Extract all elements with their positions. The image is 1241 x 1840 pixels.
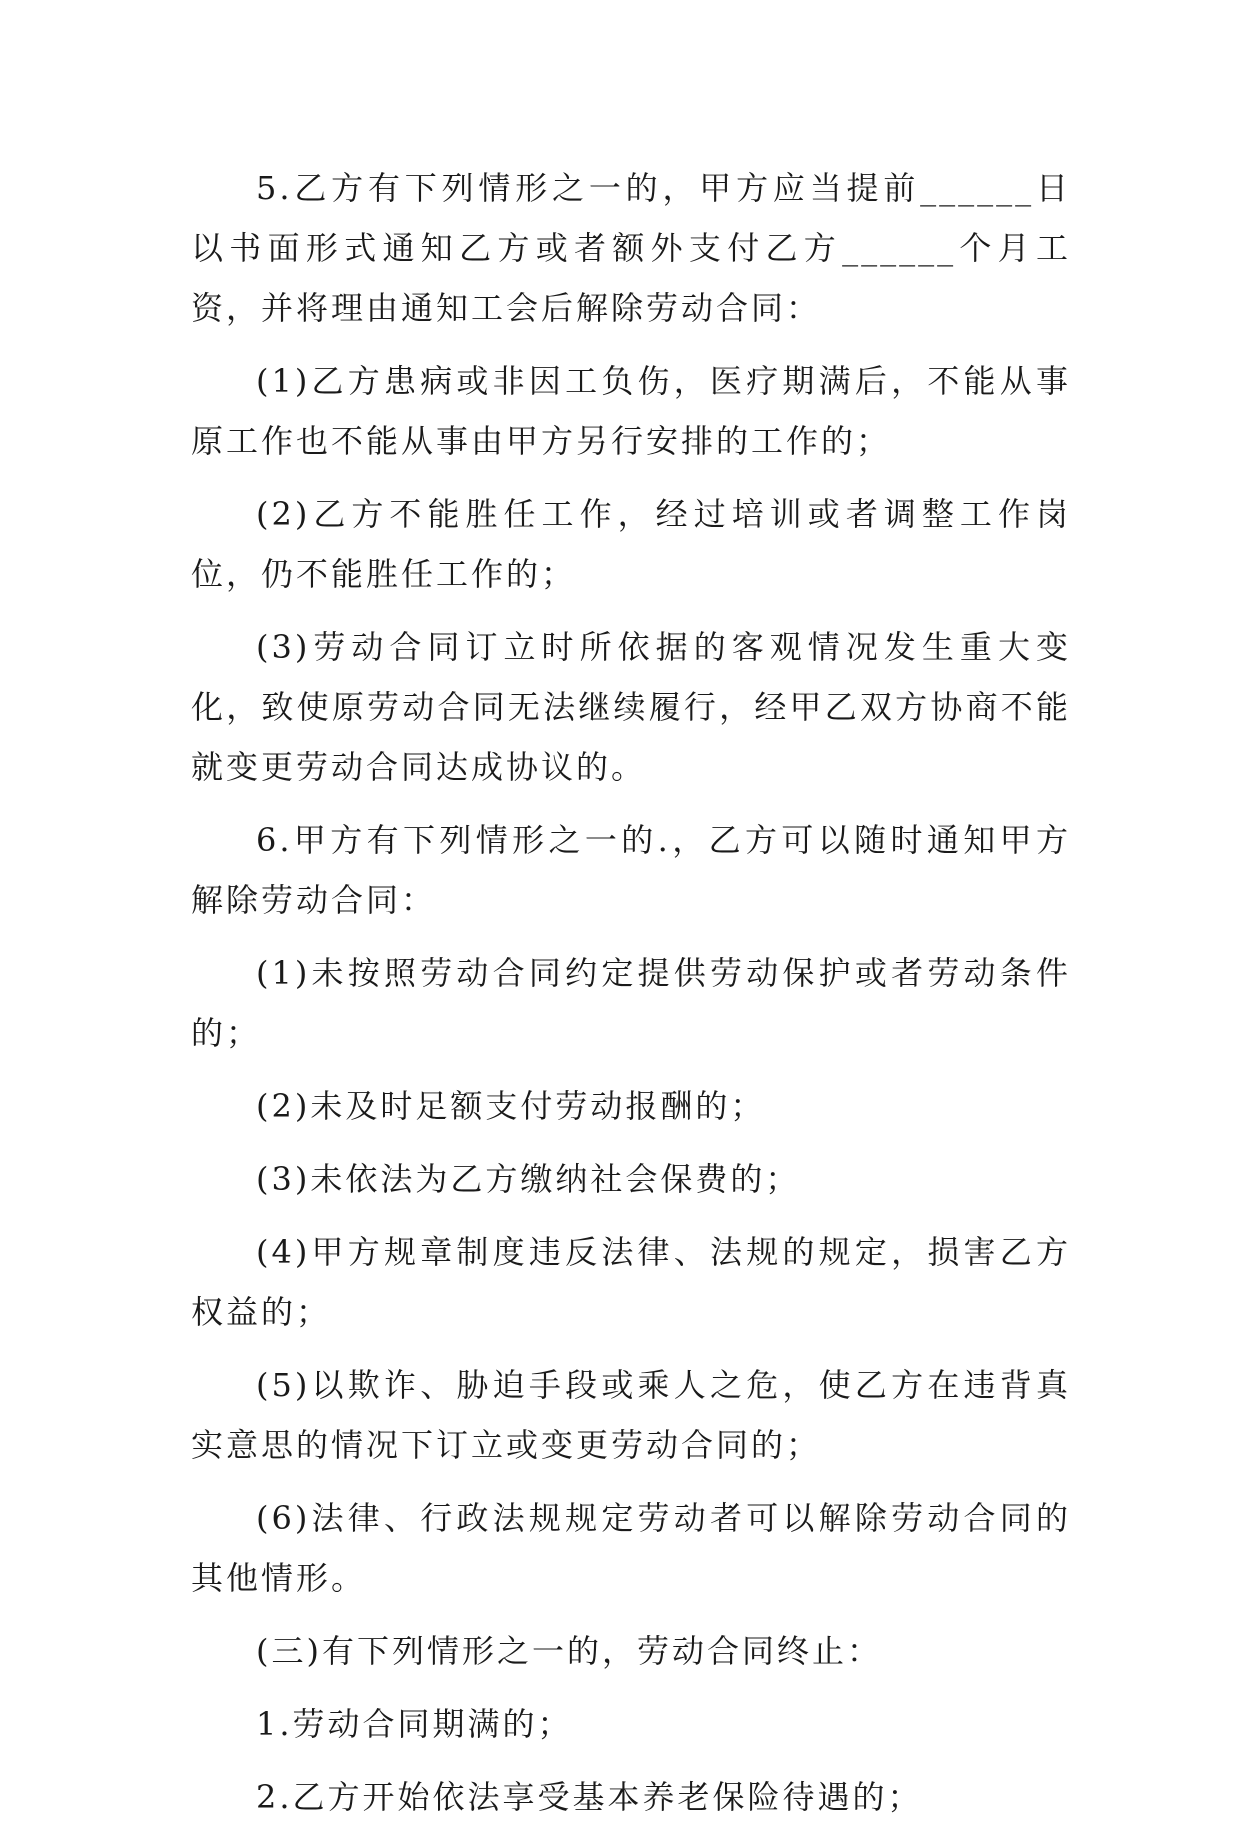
document-body [191,158,1071,1840]
section-3-item-2: 2.乙方开始依法享受基本养老保险待遇的； [256,1778,923,1816]
clause-6-item-4: (4)甲方规章制度违反法律、法规的规定，损害乙方权益的； [191,1233,1071,1331]
section-3-item-1: 1.劳动合同期满的； [256,1705,573,1743]
clause-5-item-2: (2)乙方不能胜任工作，经过培训或者调整工作岗位，仍不能胜任工作的； [191,495,1071,593]
clause-6-item-3: (3)未依法为乙方缴纳社会保费的； [256,1160,801,1198]
clause-6: 6.甲方有下列情形之一的.，乙方可以随时通知甲方解除劳动合同： [191,821,1071,919]
clause-6-item-2: (2)未及时足额支付劳动报酬的； [256,1087,766,1125]
clause-5: 5.乙方有下列情形之一的，甲方应当提前______日以书面形式通知乙方或者额外支付乙方______个月工资，并将理由通知工会后解除劳动合同： [191,169,1071,327]
clause-6-item-6: (6)法律、行政法规规定劳动者可以解除劳动合同的其他情形。 [191,1499,1071,1597]
clause-6-item-5: (5)以欺诈、胁迫手段或乘人之危，使乙方在违背真实意思的情况下订立或变更劳动合同的； [191,1366,1071,1464]
clause-6-item-1: (1)未按照劳动合同约定提供劳动保护或者劳动条件的； [191,954,1071,1052]
clause-5-item-3: (3)劳动合同订立时所依据的客观情况发生重大变化，致使原劳动合同无法继续履行，经甲乙双方协商不能就变更劳动合同达成协议的。 [191,628,1071,786]
clause-5-item-1: (1)乙方患病或非因工负伤，医疗期满后，不能从事原工作也不能从事由甲方另行安排的工作的； [191,362,1071,460]
section-3-heading: (三)有下列情形之一的，劳动合同终止： [256,1632,882,1670]
